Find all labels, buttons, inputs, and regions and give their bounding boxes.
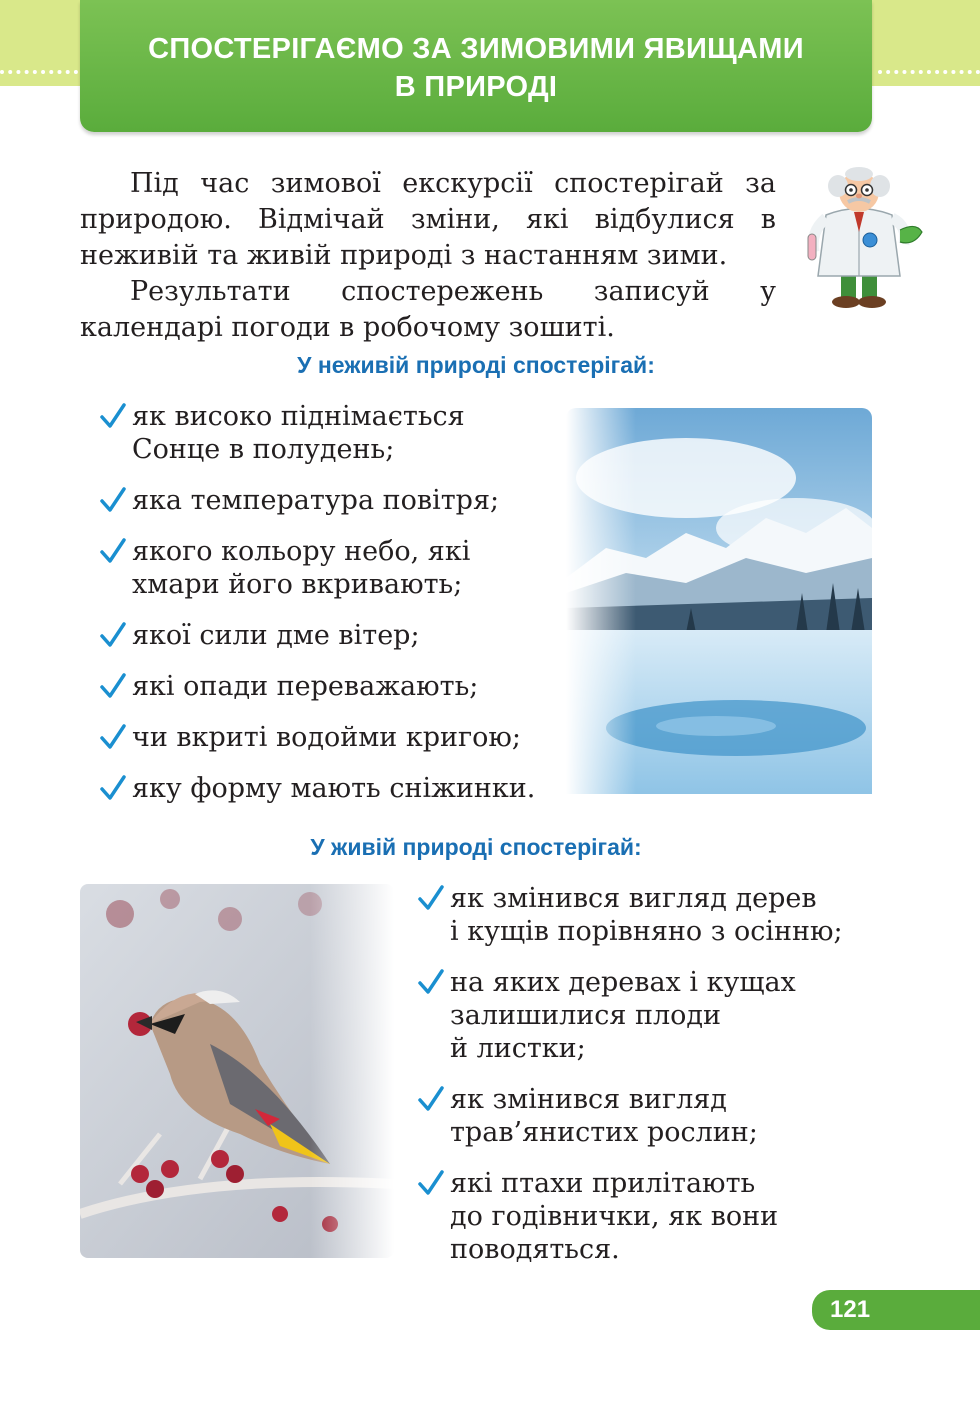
list-item <box>100 535 570 601</box>
list-item <box>418 1083 898 1149</box>
list-item-line-1: якого кольору небо, які <box>132 536 471 567</box>
intro-paragraph-1: Під час зимової екскурсії спостерігай за природою. Відмічай зміни, які відбулися в неживій та живій природі з настанням зими. <box>80 168 776 271</box>
check-icon <box>418 884 444 912</box>
check-icon <box>100 402 126 430</box>
list-item-line-3: поводяться. <box>450 1234 620 1265</box>
list-item <box>100 619 570 652</box>
list-item <box>100 670 570 703</box>
scientist-illustration <box>796 160 926 310</box>
list-item-line-1: чи вкриті водойми кригою; <box>132 722 522 753</box>
list-item-line-2: хмари його вкривають; <box>132 569 463 600</box>
check-icon <box>100 621 126 649</box>
list-item-line-2: Сонце в полудень; <box>132 434 395 465</box>
check-icon <box>100 486 126 514</box>
header-banner <box>80 0 872 132</box>
nonliving-section-title: У неживій природі спостерігай: <box>297 352 655 378</box>
page-title-line-2: В ПРИРОДІ <box>394 71 558 103</box>
list-item-line-1: на яких деревах і кущах <box>450 967 796 998</box>
list-item <box>100 400 570 466</box>
list-item-line-1: як змінився вигляд <box>450 1084 727 1115</box>
list-item-line-1: якої сили дме вітер; <box>132 620 420 651</box>
intro-paragraph-2: Результати спостережень записуй у календарі погоди в робочому зошиті. <box>80 276 776 343</box>
list-item-line-1: яку форму мають сніжинки. <box>132 773 536 804</box>
list-item-line-1: які птахи прилітають <box>450 1168 756 1199</box>
list-item-line-1: яка температура повітря; <box>132 485 500 516</box>
list-item-line-2: і кущів порівняно з осінню; <box>450 916 843 947</box>
waxwing-bird-photo <box>80 884 394 1258</box>
check-icon <box>100 774 126 802</box>
check-icon <box>100 723 126 751</box>
nonliving-list <box>100 400 570 805</box>
list-item-line-2: залишилися плоди <box>450 1000 721 1031</box>
page-title-line-1: СПОСТЕРІГАЄМО ЗА ЗИМОВИМИ ЯВИЩАМИ <box>148 33 804 65</box>
check-icon <box>418 1169 444 1197</box>
living-section-title: У живій природі спостерігай: <box>310 834 642 860</box>
dotted-line-left <box>0 70 78 74</box>
page-number: 121 <box>812 1290 980 1330</box>
list-item-line-3: й листки; <box>450 1033 586 1064</box>
list-item-line-2: до годівнички, як вони <box>450 1201 779 1232</box>
list-item <box>418 1167 898 1266</box>
list-item <box>100 772 570 805</box>
living-list <box>418 882 898 1266</box>
list-item-line-1: як змінився вигляд дерев <box>450 883 817 914</box>
list-item-line-1: як високо піднімається <box>132 401 465 432</box>
check-icon <box>100 672 126 700</box>
dotted-line-right <box>878 70 980 74</box>
intro-text <box>80 166 776 346</box>
list-item-line-1: які опади переважають; <box>132 671 479 702</box>
check-icon <box>418 968 444 996</box>
list-item <box>100 721 570 754</box>
check-icon <box>418 1085 444 1113</box>
check-icon <box>100 537 126 565</box>
list-item <box>418 882 898 948</box>
list-item-line-2: трав’янистих рослин; <box>450 1117 758 1148</box>
list-item <box>100 484 570 517</box>
winter-landscape-photo <box>566 408 872 794</box>
list-item <box>418 966 898 1065</box>
